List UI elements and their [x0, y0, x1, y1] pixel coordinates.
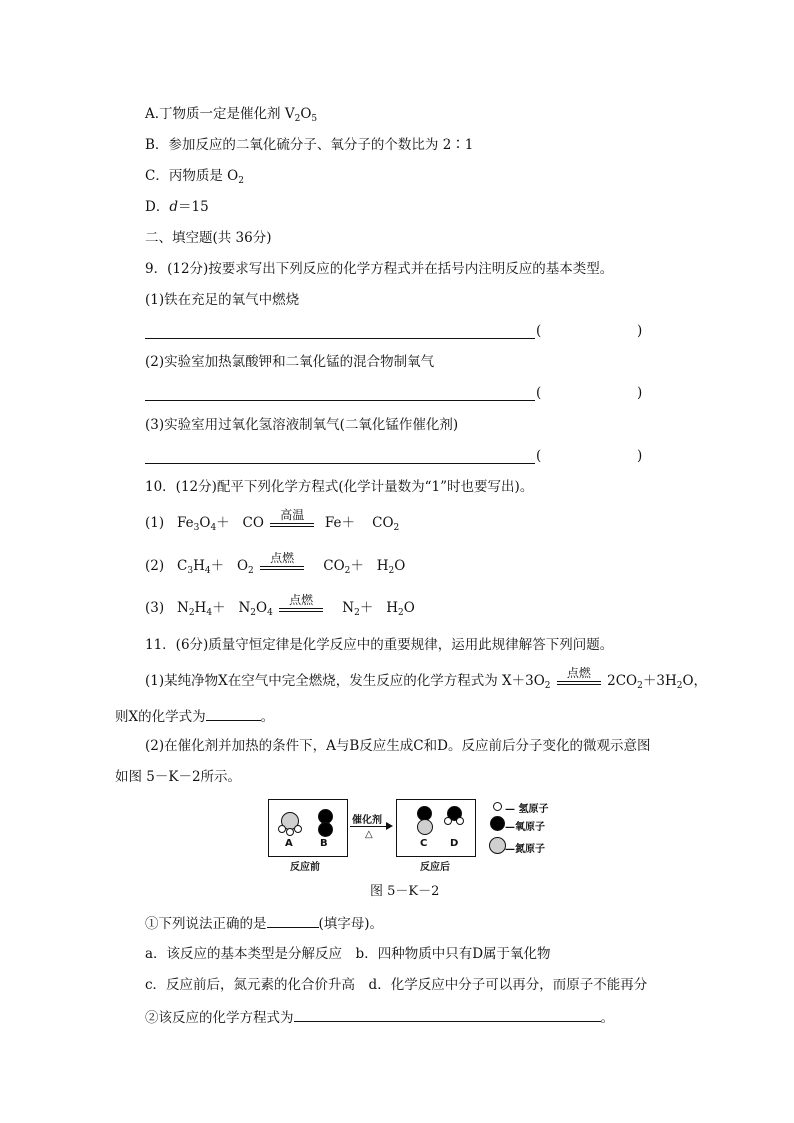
label-a: A: [285, 838, 293, 849]
legend-oxygen: —氧原子: [505, 822, 545, 833]
text: 。: [600, 1010, 614, 1026]
text: 则X的化学式为: [115, 709, 206, 725]
hydrogen-atom-icon: [286, 828, 294, 836]
q9-part2: (2)实验室加热氯酸钾和二氧化锰的混合物制氧气: [145, 354, 435, 370]
catalyst-label: 催化剂: [352, 815, 382, 826]
sub: 2: [354, 608, 360, 618]
text: 。: [260, 709, 275, 725]
sub: 2: [294, 114, 301, 124]
bar: [279, 608, 323, 609]
after-box: [396, 799, 476, 857]
text: ＝15: [177, 199, 209, 215]
q10-eq3: [145, 593, 415, 618]
q9-stem: 9．(12分)按要求写出下列反应的化学方程式并在括号内注明反应的基本类型。: [145, 261, 614, 277]
q9-answer-line-3[interactable]: [145, 463, 535, 464]
over: 高温: [280, 508, 305, 522]
q11-stem: 11．(6分)质量守恒定律是化学反应中的重要规律，运用此规律解答下列问题。: [145, 637, 614, 653]
text: Fe: [177, 515, 194, 531]
before-caption: 反应前: [290, 862, 320, 873]
text: O: [403, 600, 415, 616]
text: O: [255, 600, 268, 616]
q9-part1: (1)铁在充足的氧气中燃烧: [145, 292, 300, 308]
text: ＋: [350, 558, 364, 574]
option-a: [145, 104, 317, 124]
over: 点燃: [289, 593, 314, 607]
text: N: [342, 600, 355, 616]
nitrogen-atom-icon: [417, 819, 433, 835]
blank-answer[interactable]: [267, 913, 319, 928]
option-c: [145, 166, 244, 186]
q10-eq1: [145, 508, 400, 533]
heat-label: △: [365, 829, 373, 840]
text: N: [177, 600, 189, 616]
q11-sub2: [145, 1007, 614, 1028]
option-b: B．参加反应的二氧化硫分子、氧分子的个数比为 2∶1: [145, 137, 474, 153]
eq-num: (2): [145, 558, 165, 574]
q11-choices-cd: c．反应前后，氮元素的化合价升高 d．化学反应中分子可以再分，而原子不能再分: [145, 977, 648, 993]
bar2: [270, 526, 314, 527]
bracket-close: ): [637, 448, 643, 464]
text: H: [376, 558, 389, 574]
hydrogen-atom-icon: [294, 825, 302, 833]
q11-choices-ab: a．该反应的基本类型是分解反应 b．四种物质中只有D属于氧化物: [145, 946, 551, 962]
condition-arrow: [268, 508, 316, 533]
hydrogen-atom-icon: [444, 817, 452, 825]
condition-arrow: [258, 551, 306, 576]
bracket-open: (: [536, 448, 542, 464]
text: (1)某纯净物X在空气中完全燃烧，发生反应的化学方程式为 X＋3O: [145, 673, 545, 689]
text: O: [199, 515, 211, 531]
bar2: [557, 684, 601, 685]
sub: 3: [187, 566, 194, 576]
over: 点燃: [270, 551, 295, 565]
text: ＋: [216, 515, 230, 531]
q11-part1-tail: [115, 706, 274, 727]
section-heading: 二、填空题(共 36分): [145, 230, 272, 246]
blank-answer[interactable]: [206, 706, 261, 721]
legend-nitrogen-icon: [489, 837, 506, 854]
sub: 5: [311, 114, 318, 124]
hydrogen-atom-icon: [456, 817, 464, 825]
eq-num: (1): [145, 515, 165, 531]
sub: 2: [250, 608, 256, 618]
text: O: [394, 558, 406, 574]
bar: [557, 681, 601, 682]
bar2: [279, 611, 323, 612]
text: ＋3H: [642, 673, 677, 689]
bar2: [260, 569, 304, 570]
oxygen-atom-icon: [318, 822, 333, 837]
text: C: [177, 558, 188, 574]
sub: 2: [248, 566, 254, 576]
text: O: [236, 558, 249, 574]
text: ①下列说法正确的是: [145, 916, 267, 932]
q9-answer-line-2[interactable]: [145, 400, 535, 401]
legend-hydrogen-icon: [493, 802, 502, 811]
q9-part3: (3)实验室用过氧化氢溶液制氧气(二氧化锰作催化剂): [145, 417, 459, 433]
sub: 2: [344, 566, 351, 576]
bracket-open: (: [536, 323, 542, 339]
arrow-head-icon: [386, 822, 393, 830]
sub: 2: [393, 523, 400, 533]
label-c: C: [420, 838, 428, 849]
sub: 2: [637, 681, 643, 691]
text: C．丙物质是 O: [145, 168, 239, 184]
text: H: [194, 600, 207, 616]
eq-num: (3): [145, 600, 165, 616]
sub: 4: [267, 608, 273, 618]
text: (填字母)。: [318, 916, 384, 932]
sub: 2: [676, 681, 683, 691]
before-box: [268, 799, 348, 857]
bracket-close: ): [637, 323, 643, 339]
text: O: [300, 106, 312, 122]
text: H: [386, 600, 398, 616]
sub: 2: [188, 608, 195, 618]
molecule-diagram: [268, 797, 568, 875]
text: Fe＋: [324, 515, 355, 531]
after-caption: 反应后: [420, 862, 450, 873]
q11-sub1: [145, 913, 383, 934]
condition-arrow: [555, 666, 603, 691]
blank-answer[interactable]: [294, 1007, 601, 1022]
text: ＋: [359, 600, 374, 616]
sub: 2: [544, 681, 551, 691]
bar: [270, 523, 314, 524]
text: O，: [682, 673, 708, 689]
option-a-text: A.丁物质一定是催化剂 V: [145, 106, 295, 122]
q11-part2a: (2)在催化剂并加热的条件下，A与B反应生成C和D。反应前后分子变化的微观示意图: [145, 738, 651, 754]
text: N: [238, 600, 251, 616]
legend-hydrogen: — 氢原子: [505, 804, 549, 815]
q11-part2b: 如图 5－K－2所示。: [115, 769, 242, 785]
label-d: D: [450, 838, 459, 849]
condition-arrow: [277, 593, 325, 618]
legend-nitrogen: —氮原子: [505, 844, 545, 855]
text: CO: [242, 515, 264, 531]
text: H: [193, 558, 205, 574]
q9-answer-line-1[interactable]: [145, 338, 535, 339]
text: ＋: [212, 600, 226, 616]
text: CO: [372, 515, 394, 531]
legend-oxygen-icon: [490, 816, 505, 831]
sub: 3: [193, 523, 200, 533]
reaction-arrow: [350, 826, 390, 827]
bracket-open: (: [536, 385, 542, 401]
sub: 4: [206, 608, 213, 618]
sub: 4: [204, 566, 211, 576]
bar: [260, 566, 304, 567]
figure-caption: 图 5－K－2: [370, 884, 440, 899]
sub: 2: [397, 608, 404, 618]
sub: 2: [238, 176, 244, 186]
option-d: [145, 197, 209, 217]
bracket-close: ): [637, 385, 643, 401]
sub: 2: [388, 566, 395, 576]
label-b: B: [320, 838, 328, 849]
q10-eq2: [145, 551, 406, 576]
q11-part1: [145, 666, 708, 691]
sub: 4: [210, 523, 217, 533]
var-d: d: [169, 199, 178, 215]
text: 2CO: [607, 673, 638, 689]
over: 点燃: [566, 666, 591, 680]
q10-stem: 10．(12分)配平下列化学方程式(化学计量数为“1”时也要写出)。: [145, 479, 534, 495]
text: ②该反应的化学方程式为: [145, 1010, 294, 1026]
text: ＋: [210, 558, 225, 574]
text: CO: [323, 558, 345, 574]
text: D．: [145, 199, 170, 215]
hydrogen-atom-icon: [278, 825, 286, 833]
